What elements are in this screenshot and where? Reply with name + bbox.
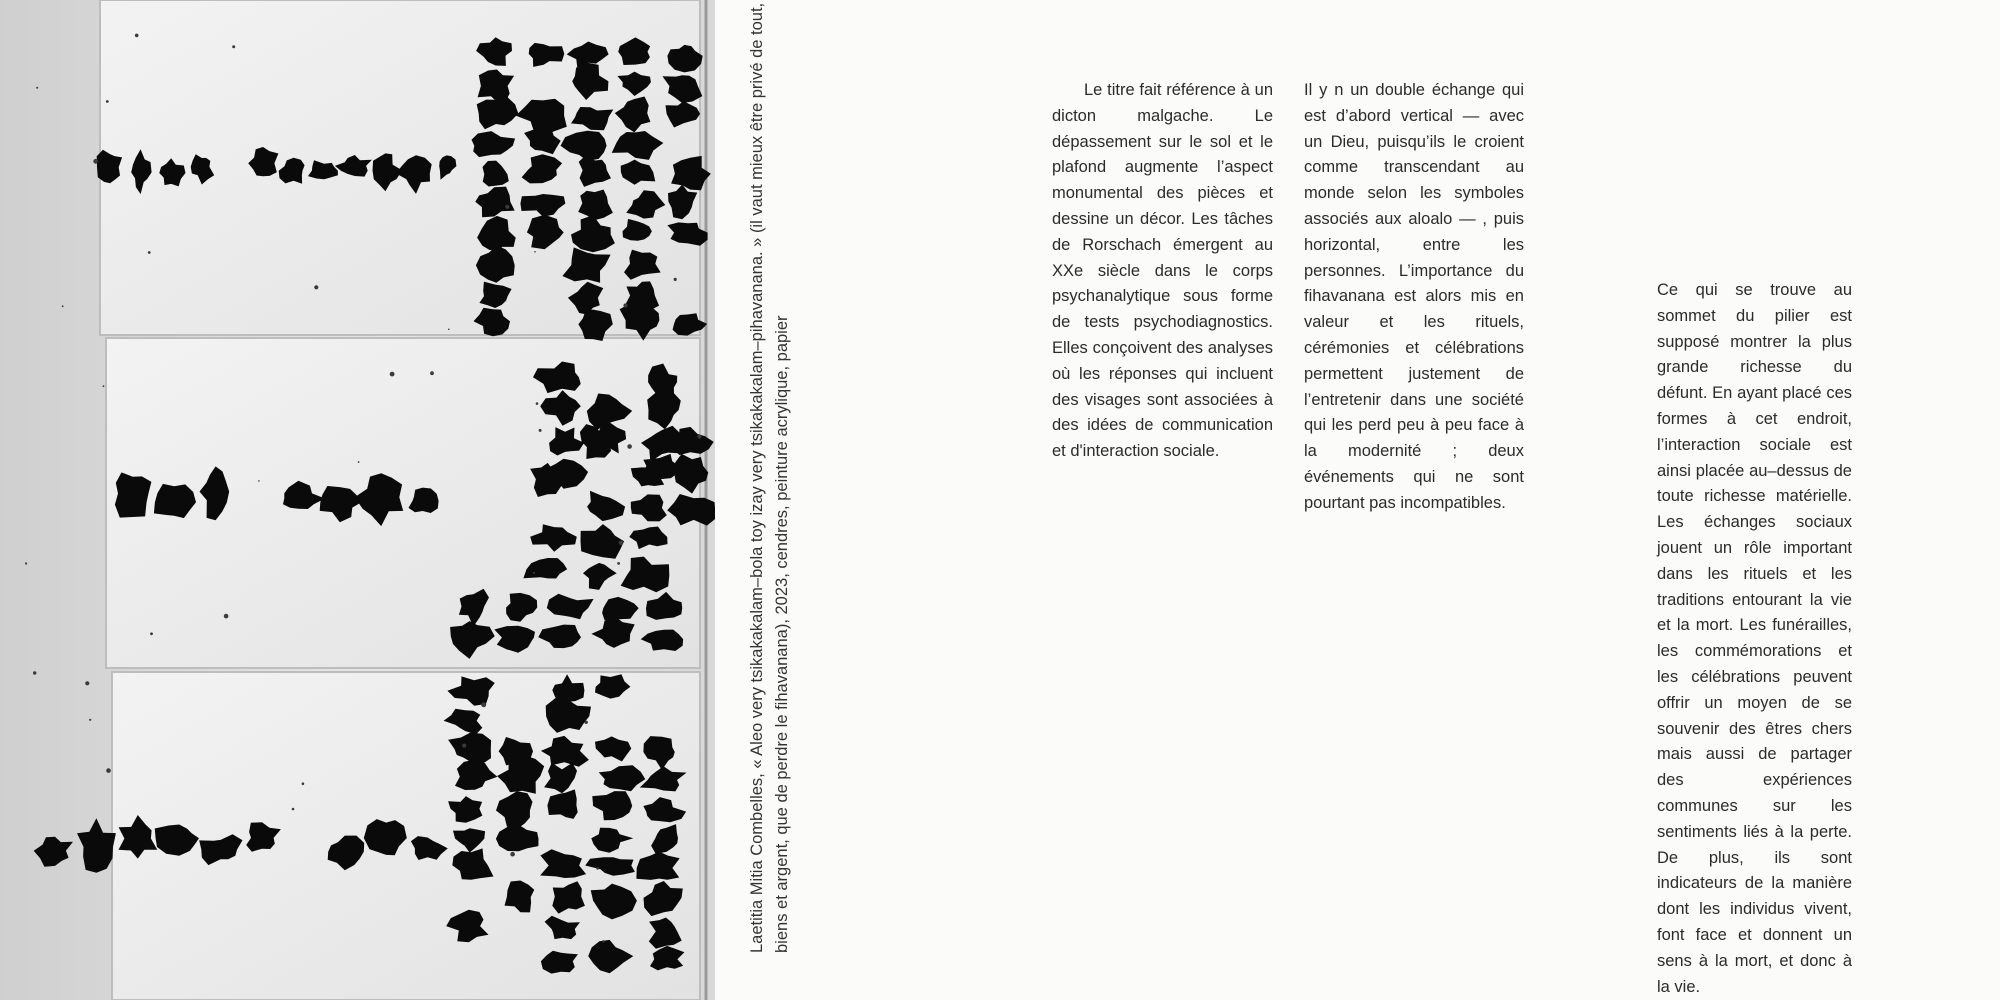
ink-speck [89,719,91,721]
ink-speck [314,285,318,289]
paper-panel-top [100,0,700,335]
ink-speck [617,562,620,565]
ink-speck [448,329,450,331]
ink-speck [106,100,109,103]
ink-speck [135,34,139,38]
artwork-photo [0,0,715,1000]
ink-speck [148,251,151,254]
caption-text [745,2,795,953]
ink-speck [62,305,64,307]
ink-speck [292,808,295,811]
ink-speck [462,744,466,748]
ink-speck [25,562,27,564]
ink-speck [36,87,38,89]
ink-speck [534,251,536,253]
ink-speck [536,402,539,405]
text-column-1: Le titre fait référence à un dicton malgache. Le dépassement sur le sol et le plafond augmente l’aspect monumental des pièces et dessine un décor. Les tâches de Rorschach émergent au XXe siècle dans le corps psychanalytique sous forme de tests psychodiagnostics. Elles conçoivent des analyses où les réponses qui incluent des visages sont associées à des idées de communication et d'interaction sociale. [1052,81,1273,461]
ink-speck [596,867,599,870]
ink-speck [539,429,542,432]
ink-speck [697,435,701,439]
ink-speck [93,159,98,164]
ink-speck [619,541,624,546]
ink-speck [430,371,434,375]
caption-line-1: Laetitia Mitia Combelles, « Aleo very tsikakakalam–bola toy izay very tsikakakalam–pihavanana. » (il vaut mieux être privé de tout, [748,2,766,953]
ink-speck [585,721,588,724]
ink-speck [533,572,535,574]
ink-speck [505,205,509,209]
text-column-3: Ce qui se trouve au sommet du pilier est supposé montrer la plus grande richesse du défunt. En ayant placé ces formes à cet endroit, l’interaction sociale est ainsi placée au–dessus de toute richesse matérielle. Les échanges sociaux jouent un rôle important dans les rituels et les traditions entourant la vie et la mort. Les funérailles, les commémorations et les célébrations peuvent offrir un moyen de se souvenir des êtres chers mais aussi de partager des expériences communes sur les sentiments liés à la perte. De plus, ils sont indicateurs de la manière dont les individus vivent, font face et donnent un sens à la mort, et donc à la vie. [1657,281,1852,996]
ink-speck [106,768,111,773]
artwork-image [0,0,715,1000]
ink-speck [510,852,515,857]
ink-speck [232,45,235,48]
caption-line-2: biens et argent, que de perdre le fihavanana), 2023, cendres, peinture acrylique, papier [773,315,791,953]
ink-speck [674,278,677,281]
ink-speck [224,614,229,619]
ink-speck [150,632,153,635]
ink-speck [33,671,36,674]
artwork-caption [745,2,795,953]
ink-speck [302,782,305,785]
ink-speck [103,385,105,387]
ink-speck [358,461,360,463]
ink-speck [390,372,395,377]
ink-speck [258,480,260,482]
ink-speck [481,702,486,707]
ink-speck [602,940,604,942]
ink-speck [85,681,89,685]
text-column-2: Il y n un double échange qui est d’abord vertical — avec un Dieu, puisqu’ils le croient comme transcendant au monde selon les symboles associés aux aloalo — , puis horizontal, entre les personnes. L’importance du fihavanana est alors mis en valeur et les rituels, cérémonies et célébrations permettent justement de l’entretenir dans une société qui les perd peu à peu face à la modernité ; deux événements qui ne sont pourtant pas incompatibles. [1304,81,1524,512]
ink-speck [623,303,627,307]
ink-speck [627,444,632,449]
